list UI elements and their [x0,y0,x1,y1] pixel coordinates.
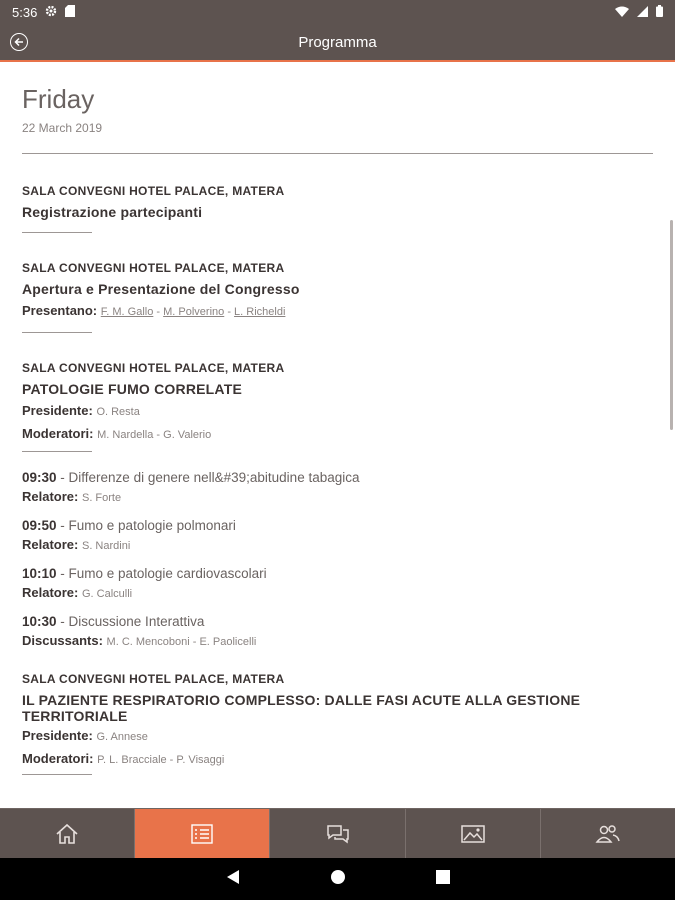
moderators-label: Moderatori: [22,426,94,441]
talk-item[interactable]: 09:50 - Fumo e patologie polmonari Relatore: S. Nardini [22,518,236,552]
back-triangle-icon[interactable] [226,869,240,890]
session-location: SALA CONVEGNI HOTEL PALACE, MATERA [22,361,285,375]
session-item[interactable] [0,184,675,233]
session-title: IL PAZIENTE RESPIRATORIO COMPLESSO: DALLE FASI ACUTE ALLA GESTIONE TERRITORIALE [22,692,581,724]
home-icon [55,823,79,845]
back-icon[interactable] [10,33,28,51]
divider [22,451,92,452]
session-title: Registrazione partecipanti [22,204,203,220]
talk-time: 09:30 [22,470,57,485]
talk-time: 10:30 [22,614,57,629]
home-circle-icon[interactable] [330,869,346,890]
app-bar [0,24,675,62]
list-icon [191,824,213,844]
scrollbar[interactable] [670,220,673,430]
divider [22,232,92,233]
speaker-label: Relatore: [22,585,79,600]
signal-icon [637,5,648,20]
session-location: SALA CONVEGNI HOTEL PALACE, MATERA [22,672,285,686]
presenter-link[interactable]: F. M. Gallo [100,306,154,318]
president-row [22,403,653,418]
speaker-name: G. Calculli [81,588,133,600]
bottom-nav [0,808,675,858]
president-row [22,728,653,743]
day-title: Friday [22,84,95,114]
battery-icon [656,5,663,20]
talk-time: 09:50 [22,518,57,533]
status-time: 5:36 [12,4,38,20]
recents-square-icon[interactable] [436,870,450,889]
divider [22,332,92,333]
moderators-names: M. Nardella - G. Valerio [97,429,212,441]
talk-item[interactable]: 10:30 - Discussione Interattiva Discussants: M. C. Mencoboni - E. Paolicelli [22,614,257,648]
talk-time: 10:10 [22,566,57,581]
moderators-row [22,426,653,441]
speaker-name: S. Nardini [81,540,131,552]
speaker-label: Discussants: [22,633,103,648]
president-name: O. Resta [96,406,140,418]
talk-item[interactable]: 10:10 - Fumo e patologie cardiovascolari Relatore: G. Calculli [22,566,267,600]
program-content[interactable] [0,64,675,808]
session-title: PATOLOGIE FUMO CORRELATE [22,381,242,397]
settings-icon [45,5,57,20]
president-label: Presidente: [22,728,93,743]
presenters-row: Presentano: F. M. Gallo - M. Polverino - L. Richeldi [22,303,286,318]
talk-title: Fumo e patologie polmonari [68,518,236,533]
moderators-label: Moderatori: [22,751,94,766]
presenter-link[interactable]: M. Polverino [163,306,225,318]
presenters-label: Presentano: [22,303,98,318]
page-title: Programma [298,33,377,51]
moderators-row [22,751,653,766]
speaker-label: Relatore: [22,537,79,552]
divider [22,774,92,775]
tab-home[interactable] [0,809,135,858]
divider [22,153,653,154]
gallery-icon [461,824,485,844]
tab-people[interactable] [541,809,675,858]
presenter-link[interactable]: L. Richeldi [234,306,286,318]
president-name: G. Annese [96,731,148,743]
session-title: Apertura e Presentazione del Congresso [22,281,300,297]
day-header [0,64,675,135]
president-label: Presidente: [22,403,93,418]
day-date: 22 March 2019 [22,121,103,135]
talk-title: Fumo e patologie cardiovascolari [68,566,267,581]
speaker-name: S. Forte [81,492,122,504]
session-location: SALA CONVEGNI HOTEL PALACE, MATERA [22,261,285,275]
talk-title: Discussione Interattiva [68,614,205,629]
system-nav-bar [0,858,675,900]
session-item[interactable] [0,261,675,333]
session-location: SALA CONVEGNI HOTEL PALACE, MATERA [22,184,285,198]
tab-chat[interactable] [270,809,405,858]
people-icon [595,824,621,844]
tab-program[interactable] [135,809,270,858]
status-bar [0,0,675,24]
chat-icon [326,824,350,844]
talk-item[interactable]: 09:30 - Differenze di genere nell&#39;abitudine tabagica Relatore: S. Forte [22,470,360,504]
sd-card-icon [65,5,75,20]
session-item[interactable] [0,672,675,775]
tab-gallery[interactable] [406,809,541,858]
speaker-name: M. C. Mencoboni - E. Paolicelli [106,636,257,648]
talk-title: Differenze di genere nell&#39;abitudine tabagica [68,470,360,485]
wifi-icon [615,5,629,20]
moderators-names: P. L. Bracciale - P. Visaggi [97,754,225,766]
session-item[interactable] [0,361,675,452]
speaker-label: Relatore: [22,489,79,504]
